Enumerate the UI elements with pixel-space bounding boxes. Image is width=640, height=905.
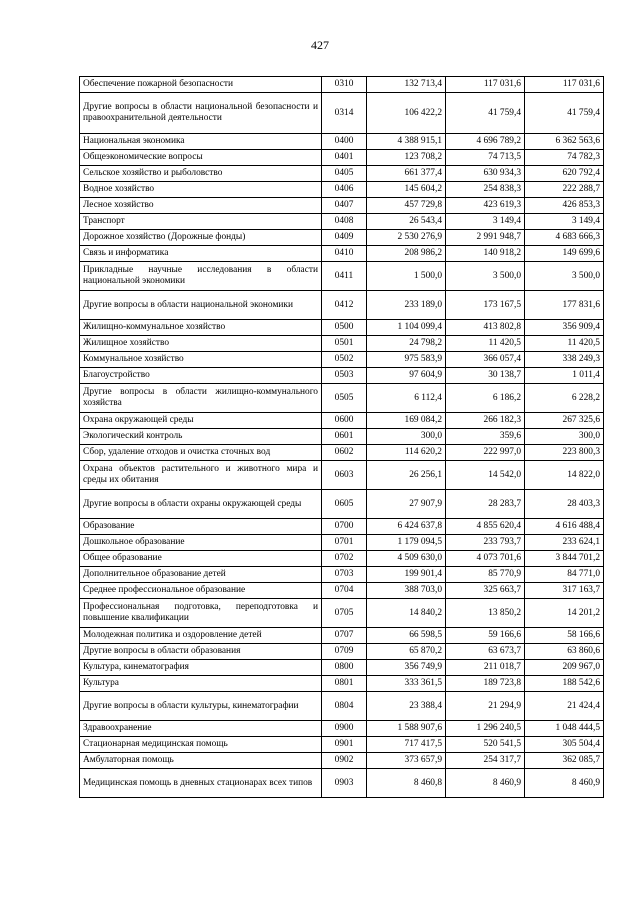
table-row [80, 628, 604, 644]
row-value-1-cell: 300,0 [367, 429, 446, 445]
row-name-cell: Дополнительное образование детей [80, 567, 322, 583]
row-value-2-cell: 59 166,6 [446, 628, 525, 644]
row-value-1-cell: 24 798,2 [367, 336, 446, 352]
row-value-2-cell: 173 167,5 [446, 291, 525, 320]
row-name-cell: Экологический контроль [80, 429, 322, 445]
row-code-cell: 0903 [322, 769, 367, 798]
row-value-2-cell: 413 802,8 [446, 320, 525, 336]
row-code-cell: 0701 [322, 535, 367, 551]
row-name-cell: Коммунальное хозяйство [80, 352, 322, 368]
row-value-3-cell: 222 288,7 [525, 182, 604, 198]
row-name-cell: Здравоохранение [80, 721, 322, 737]
row-name-cell: Национальная экономика [80, 134, 322, 150]
row-code-cell: 0707 [322, 628, 367, 644]
table-row [80, 352, 604, 368]
row-name-cell: Лесное хозяйство [80, 198, 322, 214]
row-name-cell: Прикладные научные исследования в области национальной экономики [80, 262, 322, 291]
table-row [80, 769, 604, 798]
table-row [80, 490, 604, 519]
row-value-2-cell: 14 542,0 [446, 461, 525, 490]
row-name-cell: Стационарная медицинская помощь [80, 737, 322, 753]
row-name-cell: Другие вопросы в области национальной безопасности и правоохранительной деятельности [80, 93, 322, 134]
row-value-2-cell: 6 186,2 [446, 384, 525, 413]
row-value-3-cell: 3 844 701,2 [525, 551, 604, 567]
row-code-cell: 0412 [322, 291, 367, 320]
table-row [80, 246, 604, 262]
table-row [80, 583, 604, 599]
row-name-cell: Медицинская помощь в дневных стационарах всех типов [80, 769, 322, 798]
row-value-1-cell: 199 901,4 [367, 567, 446, 583]
row-value-1-cell: 4 388 915,1 [367, 134, 446, 150]
row-value-2-cell: 28 283,7 [446, 490, 525, 519]
row-value-3-cell: 177 831,6 [525, 291, 604, 320]
row-value-3-cell: 21 424,4 [525, 692, 604, 721]
row-value-2-cell: 3 500,0 [446, 262, 525, 291]
row-value-2-cell: 4 855 620,4 [446, 519, 525, 535]
row-code-cell: 0702 [322, 551, 367, 567]
table-row [80, 368, 604, 384]
row-value-2-cell: 520 541,5 [446, 737, 525, 753]
row-value-3-cell: 305 504,4 [525, 737, 604, 753]
row-value-1-cell: 123 708,2 [367, 150, 446, 166]
table-row [80, 413, 604, 429]
row-value-2-cell: 366 057,4 [446, 352, 525, 368]
row-value-3-cell: 3 500,0 [525, 262, 604, 291]
row-code-cell: 0603 [322, 461, 367, 490]
page-number: 427 [311, 38, 329, 52]
table-row [80, 166, 604, 182]
row-code-cell: 0405 [322, 166, 367, 182]
row-name-cell: Общее образование [80, 551, 322, 567]
row-code-cell: 0408 [322, 214, 367, 230]
row-value-1-cell: 4 509 630,0 [367, 551, 446, 567]
row-value-2-cell: 4 073 701,6 [446, 551, 525, 567]
row-value-2-cell: 30 138,7 [446, 368, 525, 384]
row-value-1-cell: 208 986,2 [367, 246, 446, 262]
row-code-cell: 0709 [322, 644, 367, 660]
row-code-cell: 0800 [322, 660, 367, 676]
table-row [80, 429, 604, 445]
row-name-cell: Благоустройство [80, 368, 322, 384]
row-value-2-cell: 189 723,8 [446, 676, 525, 692]
row-value-2-cell: 325 663,7 [446, 583, 525, 599]
row-name-cell: Среднее профессиональное образование [80, 583, 322, 599]
row-value-3-cell: 117 031,6 [525, 77, 604, 93]
row-value-3-cell: 356 909,4 [525, 320, 604, 336]
table-row [80, 737, 604, 753]
table-row [80, 676, 604, 692]
row-code-cell: 0801 [322, 676, 367, 692]
row-code-cell: 0505 [322, 384, 367, 413]
row-value-1-cell: 333 361,5 [367, 676, 446, 692]
row-code-cell: 0902 [322, 753, 367, 769]
row-value-1-cell: 6 112,4 [367, 384, 446, 413]
row-name-cell: Общеэкономические вопросы [80, 150, 322, 166]
row-value-1-cell: 132 713,4 [367, 77, 446, 93]
row-value-2-cell: 3 149,4 [446, 214, 525, 230]
table-row [80, 660, 604, 676]
table-row [80, 461, 604, 490]
row-name-cell: Сбор, удаление отходов и очистка сточных вод [80, 445, 322, 461]
table-row [80, 182, 604, 198]
row-value-3-cell: 63 860,6 [525, 644, 604, 660]
row-name-cell: Образование [80, 519, 322, 535]
table-row [80, 134, 604, 150]
row-value-1-cell: 65 870,2 [367, 644, 446, 660]
row-code-cell: 0409 [322, 230, 367, 246]
row-value-1-cell: 26 543,4 [367, 214, 446, 230]
row-value-2-cell: 266 182,3 [446, 413, 525, 429]
budget-table-body [80, 77, 604, 798]
row-value-3-cell: 362 085,7 [525, 753, 604, 769]
table-row [80, 230, 604, 246]
row-value-3-cell: 4 616 488,4 [525, 519, 604, 535]
row-value-3-cell: 149 699,6 [525, 246, 604, 262]
row-value-3-cell: 233 624,1 [525, 535, 604, 551]
table-row [80, 535, 604, 551]
row-value-1-cell: 373 657,9 [367, 753, 446, 769]
row-code-cell: 0804 [322, 692, 367, 721]
row-value-2-cell: 4 696 789,2 [446, 134, 525, 150]
row-name-cell: Другие вопросы в области национальной экономики [80, 291, 322, 320]
row-code-cell: 0407 [322, 198, 367, 214]
row-value-3-cell: 28 403,3 [525, 490, 604, 519]
row-value-3-cell: 11 420,5 [525, 336, 604, 352]
row-code-cell: 0314 [322, 93, 367, 134]
row-value-1-cell: 106 422,2 [367, 93, 446, 134]
table-row [80, 519, 604, 535]
table-row [80, 445, 604, 461]
row-value-2-cell: 630 934,3 [446, 166, 525, 182]
row-code-cell: 0310 [322, 77, 367, 93]
row-value-1-cell: 14 840,2 [367, 599, 446, 628]
row-value-2-cell: 254 317,7 [446, 753, 525, 769]
row-value-1-cell: 1 588 907,6 [367, 721, 446, 737]
row-code-cell: 0401 [322, 150, 367, 166]
row-name-cell: Жилищное хозяйство [80, 336, 322, 352]
table-row [80, 198, 604, 214]
row-code-cell: 0704 [322, 583, 367, 599]
row-value-3-cell: 620 792,4 [525, 166, 604, 182]
row-name-cell: Другие вопросы в области охраны окружающей среды [80, 490, 322, 519]
row-name-cell: Связь и информатика [80, 246, 322, 262]
row-value-2-cell: 2 991 948,7 [446, 230, 525, 246]
row-name-cell: Амбулаторная помощь [80, 753, 322, 769]
row-name-cell: Молодежная политика и оздоровление детей [80, 628, 322, 644]
table-row [80, 384, 604, 413]
row-name-cell: Другие вопросы в области образования [80, 644, 322, 660]
row-code-cell: 0703 [322, 567, 367, 583]
row-value-3-cell: 6 362 563,6 [525, 134, 604, 150]
row-code-cell: 0503 [322, 368, 367, 384]
row-value-1-cell: 27 907,9 [367, 490, 446, 519]
row-value-2-cell: 63 673,7 [446, 644, 525, 660]
row-value-2-cell: 222 997,0 [446, 445, 525, 461]
table-row [80, 721, 604, 737]
row-code-cell: 0600 [322, 413, 367, 429]
row-value-1-cell: 1 104 099,4 [367, 320, 446, 336]
row-name-cell: Другие вопросы в области жилищно-коммунального хозяйства [80, 384, 322, 413]
table-row [80, 291, 604, 320]
row-value-3-cell: 3 149,4 [525, 214, 604, 230]
row-name-cell: Культура, кинематография [80, 660, 322, 676]
row-value-1-cell: 233 189,0 [367, 291, 446, 320]
row-value-2-cell: 233 793,7 [446, 535, 525, 551]
row-value-1-cell: 457 729,8 [367, 198, 446, 214]
table-row [80, 753, 604, 769]
budget-table [79, 76, 604, 798]
row-value-1-cell: 114 620,2 [367, 445, 446, 461]
row-value-2-cell: 41 759,4 [446, 93, 525, 134]
row-code-cell: 0411 [322, 262, 367, 291]
row-name-cell: Сельское хозяйство и рыболовство [80, 166, 322, 182]
row-value-2-cell: 21 294,9 [446, 692, 525, 721]
row-code-cell: 0602 [322, 445, 367, 461]
row-value-3-cell: 267 325,6 [525, 413, 604, 429]
row-value-2-cell: 1 296 240,5 [446, 721, 525, 737]
row-value-1-cell: 23 388,4 [367, 692, 446, 721]
row-value-2-cell: 74 713,5 [446, 150, 525, 166]
row-value-3-cell: 6 228,2 [525, 384, 604, 413]
row-value-3-cell: 84 771,0 [525, 567, 604, 583]
row-value-2-cell: 140 918,2 [446, 246, 525, 262]
row-value-3-cell: 74 782,3 [525, 150, 604, 166]
row-value-2-cell: 117 031,6 [446, 77, 525, 93]
row-code-cell: 0501 [322, 336, 367, 352]
row-code-cell: 0900 [322, 721, 367, 737]
table-row [80, 644, 604, 660]
row-value-2-cell: 359,6 [446, 429, 525, 445]
row-value-3-cell: 4 683 666,3 [525, 230, 604, 246]
row-value-3-cell: 8 460,9 [525, 769, 604, 798]
row-value-1-cell: 26 256,1 [367, 461, 446, 490]
row-value-1-cell: 1 179 094,5 [367, 535, 446, 551]
row-value-1-cell: 717 417,5 [367, 737, 446, 753]
row-code-cell: 0901 [322, 737, 367, 753]
row-value-1-cell: 975 583,9 [367, 352, 446, 368]
row-code-cell: 0700 [322, 519, 367, 535]
row-value-2-cell: 13 850,2 [446, 599, 525, 628]
row-name-cell: Жилищно-коммунальное хозяйство [80, 320, 322, 336]
row-value-1-cell: 6 424 637,8 [367, 519, 446, 535]
row-code-cell: 0500 [322, 320, 367, 336]
row-name-cell: Дорожное хозяйство (Дорожные фонды) [80, 230, 322, 246]
row-value-3-cell: 58 166,6 [525, 628, 604, 644]
row-code-cell: 0705 [322, 599, 367, 628]
table-row [80, 150, 604, 166]
row-name-cell: Другие вопросы в области культуры, кинематографии [80, 692, 322, 721]
table-row [80, 336, 604, 352]
row-name-cell: Охрана объектов растительного и животного мира и среды их обитания [80, 461, 322, 490]
row-value-3-cell: 223 800,3 [525, 445, 604, 461]
row-value-1-cell: 97 604,9 [367, 368, 446, 384]
row-value-3-cell: 14 201,2 [525, 599, 604, 628]
table-row [80, 692, 604, 721]
row-name-cell: Транспорт [80, 214, 322, 230]
row-value-1-cell: 169 084,2 [367, 413, 446, 429]
row-value-1-cell: 356 749,9 [367, 660, 446, 676]
row-code-cell: 0410 [322, 246, 367, 262]
row-value-1-cell: 145 604,2 [367, 182, 446, 198]
row-code-cell: 0605 [322, 490, 367, 519]
row-value-3-cell: 338 249,3 [525, 352, 604, 368]
row-value-1-cell: 8 460,8 [367, 769, 446, 798]
row-value-1-cell: 661 377,4 [367, 166, 446, 182]
row-value-3-cell: 41 759,4 [525, 93, 604, 134]
row-value-2-cell: 423 619,3 [446, 198, 525, 214]
row-value-3-cell: 426 853,3 [525, 198, 604, 214]
row-code-cell: 0406 [322, 182, 367, 198]
row-name-cell: Охрана окружающей среды [80, 413, 322, 429]
row-value-3-cell: 14 822,0 [525, 461, 604, 490]
row-code-cell: 0400 [322, 134, 367, 150]
table-row [80, 214, 604, 230]
row-value-3-cell: 1 048 444,5 [525, 721, 604, 737]
table-row [80, 320, 604, 336]
table-row [80, 567, 604, 583]
row-value-2-cell: 211 018,7 [446, 660, 525, 676]
row-value-2-cell: 11 420,5 [446, 336, 525, 352]
row-value-1-cell: 66 598,5 [367, 628, 446, 644]
row-name-cell: Водное хозяйство [80, 182, 322, 198]
row-value-3-cell: 188 542,6 [525, 676, 604, 692]
table-row [80, 77, 604, 93]
row-value-1-cell: 2 530 276,9 [367, 230, 446, 246]
row-name-cell: Дошкольное образование [80, 535, 322, 551]
table-row [80, 262, 604, 291]
row-value-3-cell: 209 967,0 [525, 660, 604, 676]
row-value-2-cell: 85 770,9 [446, 567, 525, 583]
row-value-2-cell: 254 838,3 [446, 182, 525, 198]
row-value-1-cell: 388 703,0 [367, 583, 446, 599]
table-row [80, 93, 604, 134]
row-value-1-cell: 1 500,0 [367, 262, 446, 291]
row-value-2-cell: 8 460,9 [446, 769, 525, 798]
row-name-cell: Профессиональная подготовка, переподготовка и повышение квалификации [80, 599, 322, 628]
row-name-cell: Обеспечение пожарной безопасности [80, 77, 322, 93]
row-value-3-cell: 1 011,4 [525, 368, 604, 384]
table-row [80, 551, 604, 567]
row-code-cell: 0502 [322, 352, 367, 368]
row-name-cell: Культура [80, 676, 322, 692]
row-value-3-cell: 300,0 [525, 429, 604, 445]
row-code-cell: 0601 [322, 429, 367, 445]
table-row [80, 599, 604, 628]
row-value-3-cell: 317 163,7 [525, 583, 604, 599]
